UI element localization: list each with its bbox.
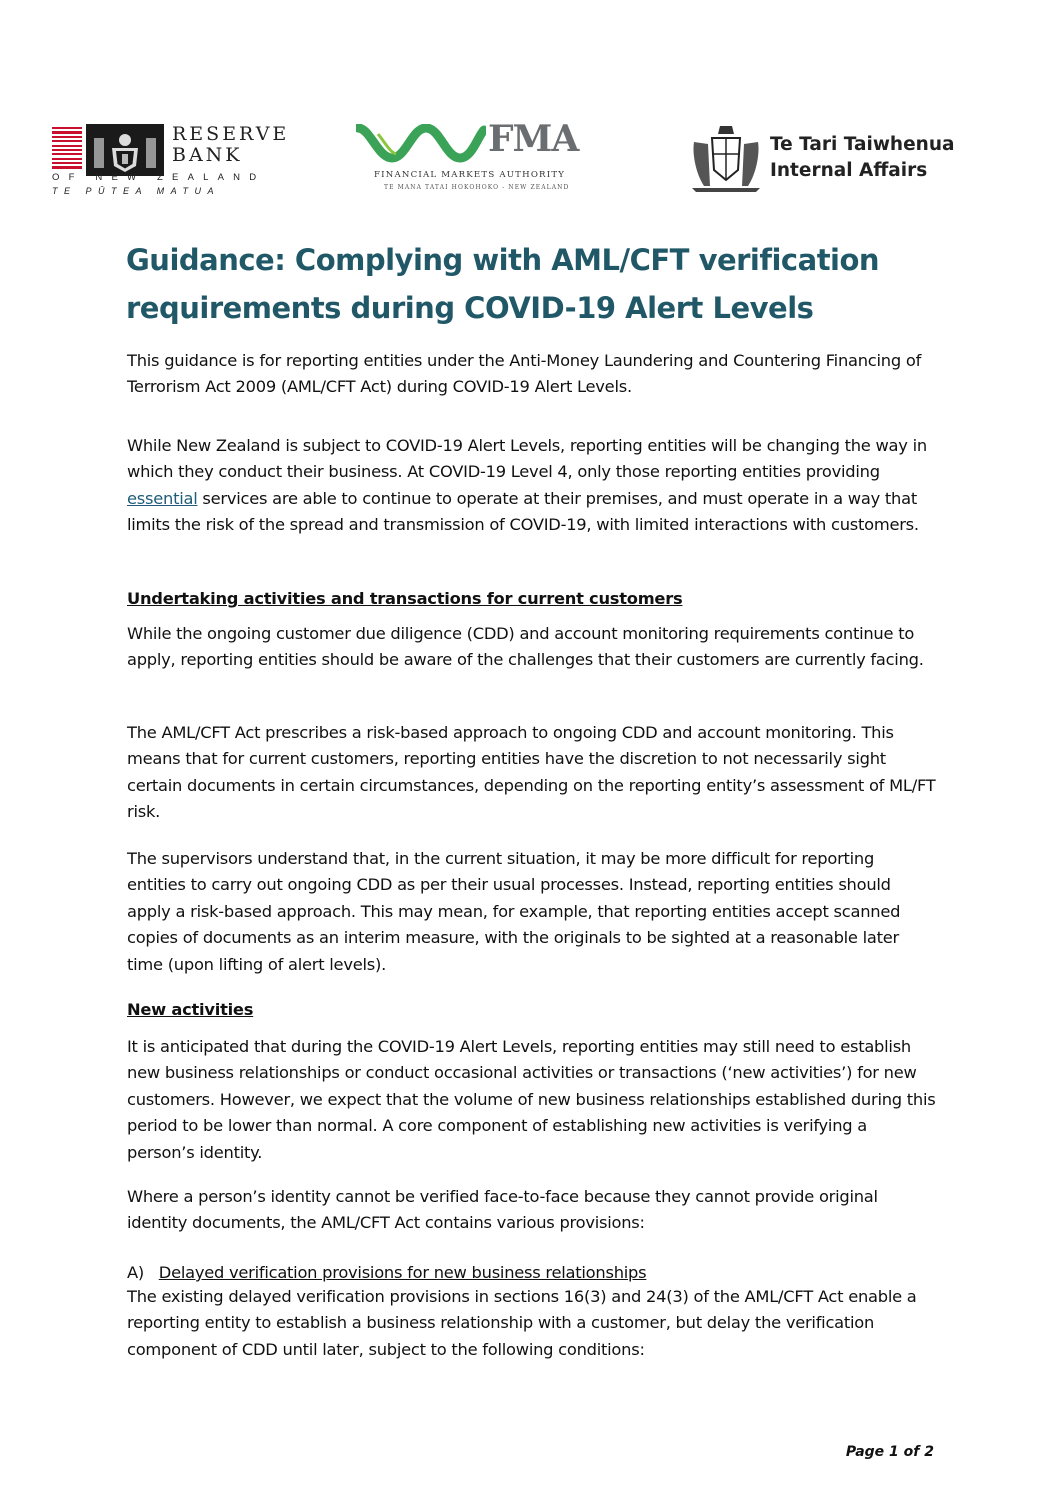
internal-affairs-logo (688, 124, 960, 196)
fma-wordmark: FMA (488, 118, 579, 160)
context-text-end: services are able to continue to operate at their premises, and must operate in a way that limits the risk of the spread and transmission of COVID-19, with limited interactions with customers. (127, 488, 919, 535)
fma-wave-icon (356, 124, 486, 166)
red-stripes-graphic (52, 127, 82, 171)
fma-tagline: TE MANA TATAI HOKOHOKO - NEW ZEALAND (384, 184, 570, 191)
subsection-a-letter: A) (127, 1263, 144, 1282)
context-text-start: While New Zealand is subject to COVID-19 Alert Levels, reporting entities will be changing the way in which they conduct their business. At COVID-19 Level 4, only those reporting entities providing (127, 436, 927, 482)
reserve-bank-maori-name: TE PŪTEA MATUA (52, 186, 221, 196)
page-number: Page 1 of 2 (845, 1444, 934, 1460)
fma-logo (356, 118, 608, 196)
internal-affairs-maori-name: Te Tari Taiwhenua (770, 134, 955, 155)
supervisors-paragraph: The supervisors understand that, in the current situation, it may be more difficult for reporting entities to carry out ongoing CDD as per their usual processes. Instead, reporting entities should apply a risk-based approach. This may mean, for example, that reporting entities accept scanned copies of documents as an interim measure, with the originals to be sighted at a reasonable later time (upon lifting of alert levels). (127, 849, 901, 974)
reserve-bank-country: OF NEW ZEALAND (52, 172, 266, 183)
fma-subtitle: FINANCIAL MARKETS AUTHORITY (374, 170, 566, 180)
intro-paragraph: This guidance is for reporting entities under the Anti-Money Laundering and Countering Financing of Terrorism Act 2009 (AML/CFT Act) during COVID-19 Alert Levels. (127, 351, 922, 397)
internal-affairs-name: Internal Affairs (770, 160, 928, 181)
subsection-a-title: Delayed verification provisions for new business relationships (158, 1263, 647, 1282)
subsection-a-heading (127, 1263, 646, 1282)
risk-based-approach-paragraph: The AML/CFT Act prescribes a risk-based approach to ongoing CDD and account monitoring. This means that for current customers, reporting entities have the discretion to not necessarily sight certain documents in certain circumstances, depending on the reporting entity’s assessment of ML/FT risk. (127, 723, 936, 822)
section-heading-new-activities: New activities (127, 1000, 254, 1019)
new-activities-paragraph: It is anticipated that during the COVID-19 Alert Levels, reporting entities may still need to establish new business relationships or conduct occasional activities or transactions (‘new activities’) for new customers. However, we expect that the volume of new business relationships established during this period to be lower than normal. A core component of establishing new activities is verifying a person’s identity. (127, 1037, 936, 1162)
identity-paragraph: Where a person’s identity cannot be verified face-to-face because they cannot provide original identity documents, the AML/CFT Act contains various provisions: (127, 1187, 878, 1233)
context-paragraph (127, 433, 937, 539)
essential-services-link[interactable]: essential (127, 488, 198, 508)
delayed-verification-paragraph: The existing delayed verification provisions in sections 16(3) and 24(3) of the AML/CFT Act enable a reporting entity to establish a business relationship with a customer, but delay the verification component of CDD until later, subject to the following conditions: (127, 1287, 917, 1359)
coat-of-arms-icon (688, 124, 764, 194)
section-heading-current-customers: Undertaking activities and transactions for current customers (127, 589, 683, 608)
reserve-bank-name: RESERVE BANK (172, 123, 290, 166)
page-title: Guidance: Complying with AML/CFT verification requirements during COVID-19 Alert Levels (126, 243, 880, 325)
current-customers-paragraph: While the ongoing customer due diligence (CDD) and account monitoring requirements continue to apply, reporting entities should be aware of the challenges that their customers are currently facing. (127, 624, 924, 670)
reserve-bank-logo (52, 123, 290, 199)
reserve-bank-crest-icon (86, 124, 164, 176)
